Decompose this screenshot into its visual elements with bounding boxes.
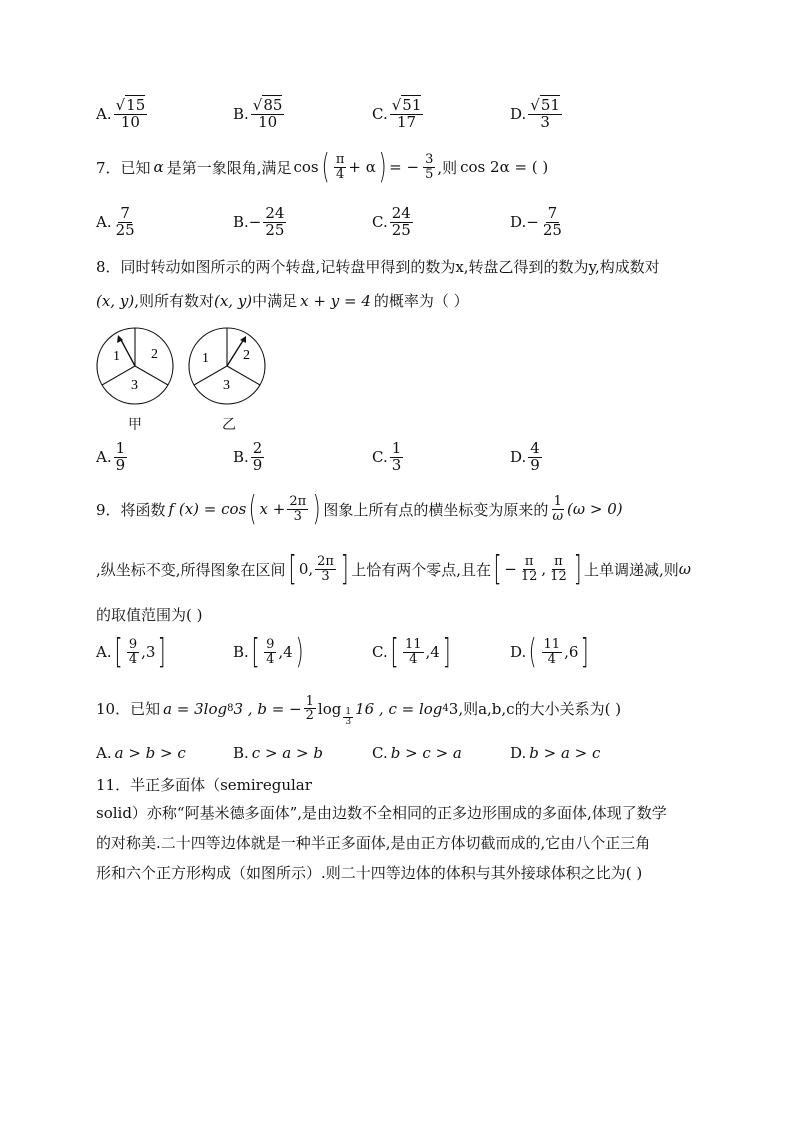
q11-stem-line3: 的对称美.二十四等边体就是一种半正多面体,是由正方体切截而成的,它由八个正三角 (96, 834, 651, 852)
pointer-arrow (120, 338, 135, 366)
q9-stem-line3: 的取值范围为( ) (96, 606, 203, 624)
q10-option-a[interactable]: A. a > b > c (96, 744, 186, 762)
option-label: D. (510, 105, 527, 124)
q9-option-c[interactable]: C. [ $\frac{11}{4}$ ,4 ] (372, 632, 451, 672)
q7-option-a[interactable]: A. $\frac{7}{25}$ (96, 204, 135, 239)
q6-option-a[interactable] (96, 98, 149, 131)
wheel-number: 2 (243, 348, 250, 363)
q6-option-d[interactable] (510, 98, 564, 131)
q11-stem-line4: 形和六个正方形构成（如图所示）.则二十四等边体的体积与其外接球体积之比为( ) (96, 864, 643, 882)
q8-stem-line2: (x, y) ,则所有数对 (x, y) 中满足 x + y = 4 的概率为（ ） (96, 291, 469, 310)
q10-option-d[interactable]: D. b > a > c (510, 744, 601, 762)
q9-stem-line1: 9．将函数 f (x) = cos ( x + $\frac{2\pi}{3}$ ) 图象上所有点的横坐标变为原来的 $\frac{1}{\omega}$ (ω > 0) (96, 489, 623, 529)
option-label: A. (96, 105, 112, 124)
wheel-number: 3 (131, 378, 138, 393)
pointer-arrow (227, 339, 244, 366)
q7-option-c[interactable]: C. $\frac{24}{25}$ (372, 204, 411, 239)
fraction: $\frac{√51}{3}$ (530, 96, 560, 131)
wheel-caption-jia: 甲 (128, 417, 142, 433)
spinner-wheel-yi (189, 328, 265, 404)
q9-option-b[interactable]: B. [ $\frac{9}{4}$ ,4 ) (233, 632, 304, 672)
q8-option-d[interactable]: D. $\frac{4}{9}$ (510, 439, 540, 474)
spinner-wheel-jia (97, 328, 173, 404)
q7-option-d[interactable]: D. − $\frac{7}{25}$ (510, 204, 562, 239)
wheel-number: 2 (151, 347, 158, 362)
wheel-number: 1 (113, 349, 120, 364)
wheel-number: 1 (202, 351, 209, 366)
q9-option-d[interactable]: D. ( $\frac{11}{4}$ ,6 ] (510, 632, 590, 672)
option-label: C. (372, 105, 388, 124)
wheel-caption-yi: 乙 (222, 417, 236, 433)
q11-stem-line1: 11．半正多面体（semiregular (96, 776, 312, 794)
q7-option-b[interactable]: B. − $\frac{24}{25}$ (233, 204, 285, 239)
q8-stem-line1: 8．同时转动如图所示的两个转盘,记转盘甲得到的数为x,转盘乙得到的数为y,构成数对 (96, 258, 660, 276)
wheel-number: 3 (223, 378, 230, 393)
q9-option-a[interactable]: A. [ $\frac{9}{4}$ ,3 ] (96, 632, 167, 672)
q8-option-a[interactable]: A. $\frac{1}{9}$ (96, 439, 126, 474)
q8-option-b[interactable]: B. $\frac{2}{9}$ (233, 439, 263, 474)
q10-option-b[interactable]: B. c > a > b (233, 744, 323, 762)
fraction: $\frac{√85}{10}$ (252, 96, 283, 131)
fraction: $\frac{√15}{10}$ (115, 96, 146, 131)
q10-stem: 10．已知 a = 3log 8 3 , b = − $\frac{1}{2}$ log $\frac{1}{3}$ 16 , c = log 4 3 ,则a,b,c的大小关系为( ) (96, 693, 622, 728)
spinner-wheels-figure (96, 326, 272, 406)
q10-option-c[interactable]: C. b > c > a (372, 744, 462, 762)
q6-option-b[interactable] (233, 98, 286, 131)
option-label: B. (233, 105, 249, 124)
fraction: $\frac{√51}{17}$ (391, 96, 422, 131)
q9-stem-line2: ,纵坐标不变,所得图象在区间 [ 0, $\frac{2\pi}{3}$ ] 上恰有两个零点,且在 [ − $\frac{\pi}{12}$ , $\frac{\pi}{12}$ ] 上单调递减,则 ω (96, 549, 691, 589)
q11-stem-line2: solid）亦称“阿基米德多面体”,是由边数不全相同的正多边形围成的多面体,体现了数学 (96, 804, 667, 822)
q6-option-c[interactable] (372, 98, 425, 131)
q8-option-c[interactable]: C. $\frac{1}{3}$ (372, 439, 402, 474)
q7-stem: 7．已知 α 是第一象限角,满足 cos ( $\frac{\pi}{4}$ + α ) = − $\frac{3}{5}$ ,则 cos 2α = ( ) (96, 147, 549, 187)
